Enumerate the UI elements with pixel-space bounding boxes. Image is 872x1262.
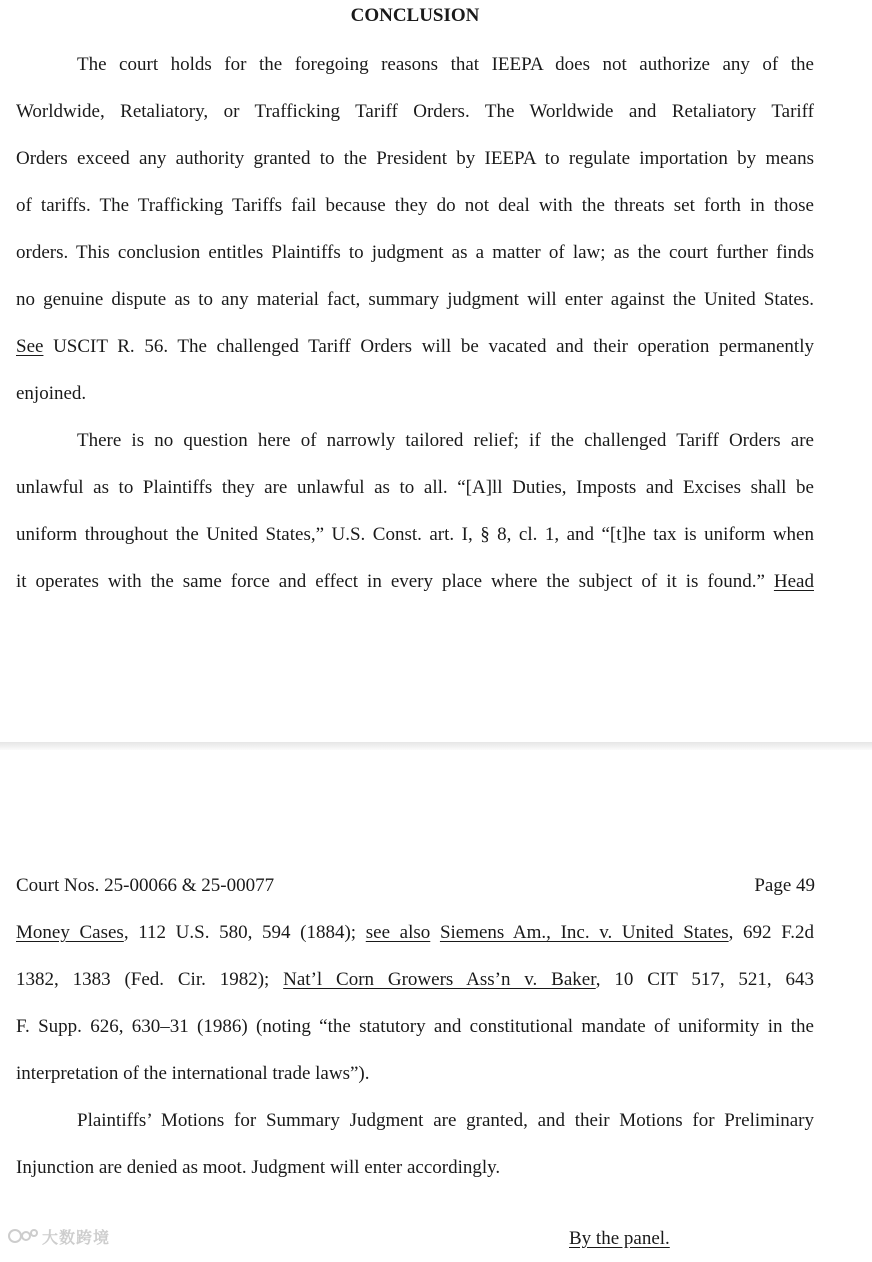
watermark-logo-icon (8, 1226, 38, 1246)
text-run: , 692 F.2d (728, 922, 815, 943)
text-line: Orders exceed any authority granted to the President by IEEPA to regulate importation by means (16, 148, 814, 169)
text-line: unlawful as to Plaintiffs they are unlawful as to all. “[A]ll Duties, Imposts and Excises shall be (16, 477, 814, 498)
case-citation-head: Head (773, 571, 814, 592)
page-number: Page 49 (754, 875, 815, 896)
text-line: orders. This conclusion entitles Plaintiffs to judgment as a matter of law; as the court further finds (16, 242, 814, 263)
text-run (430, 922, 440, 943)
text-run: it operates with the same force and effect in every place where the subject of it is found.” (16, 571, 774, 592)
text-line: Worldwide, Retaliatory, or Trafficking Tariff Orders. The Worldwide and Retaliatory Tariff (16, 101, 814, 122)
text-line: There is no question here of narrowly tailored relief; if the challenged Tariff Orders are (77, 430, 814, 451)
citation-signal-see: See (16, 336, 44, 357)
case-citation: Money Cases (16, 922, 124, 943)
case-citation: Siemens Am., Inc. v. United States (439, 922, 729, 943)
text-run: 1382, 1383 (Fed. Cir. 1982); (16, 969, 284, 990)
text-line (16, 956, 814, 1003)
watermark (8, 1224, 118, 1248)
text-line (16, 909, 814, 956)
text-line: interpretation of the international trade laws”). (16, 1063, 370, 1084)
case-citation: Nat’l Corn Growers Ass’n v. Baker (283, 969, 596, 990)
text-run: , 112 U.S. 580, 594 (1884); (123, 922, 366, 943)
citation-signal: see also (365, 922, 431, 943)
paragraph-uniformity (16, 417, 814, 605)
text-run: , 10 CIT 517, 521, 643 (595, 969, 815, 990)
text-line: Plaintiffs’ Motions for Summary Judgment are granted, and their Motions for Preliminary (77, 1110, 814, 1131)
text-line: Injunction are denied as moot. Judgment will enter accordingly. (16, 1157, 501, 1178)
paragraph-judgment (16, 1097, 814, 1191)
section-heading-conclusion: CONCLUSION (350, 5, 480, 26)
text-line (16, 323, 814, 370)
text-line: The court holds for the foregoing reasons that IEEPA does not authorize any of the (77, 54, 814, 75)
paragraph-citations (16, 909, 814, 1097)
text-line: enjoined. (16, 383, 87, 404)
text-line: no genuine dispute as to any material fact, summary judgment will enter against the United States. (16, 289, 814, 310)
text-line: of tariffs. The Trafficking Tariffs fail because they do not deal with the threats set forth in those (16, 195, 814, 216)
text-line: F. Supp. 626, 630–31 (1986) (noting “the statutory and constitutional mandate of uniformity in the (16, 1016, 814, 1037)
court-case-numbers: Court Nos. 25-00066 & 25-00077 (16, 875, 275, 896)
watermark-text: 大数跨境 (42, 1227, 111, 1247)
text-run: USCIT R. 56. The challenged Tariff Orders will be vacated and their operation permanently (43, 336, 814, 357)
page-header (16, 862, 815, 909)
text-line: uniform throughout the United States,” U.S. Const. art. I, § 8, cl. 1, and “[t]he tax is uniform when (16, 524, 814, 545)
signature-by-the-panel: By the panel. (569, 1228, 670, 1249)
text-line (16, 558, 814, 605)
paragraph-holding (16, 41, 814, 417)
page-separator (0, 742, 872, 750)
